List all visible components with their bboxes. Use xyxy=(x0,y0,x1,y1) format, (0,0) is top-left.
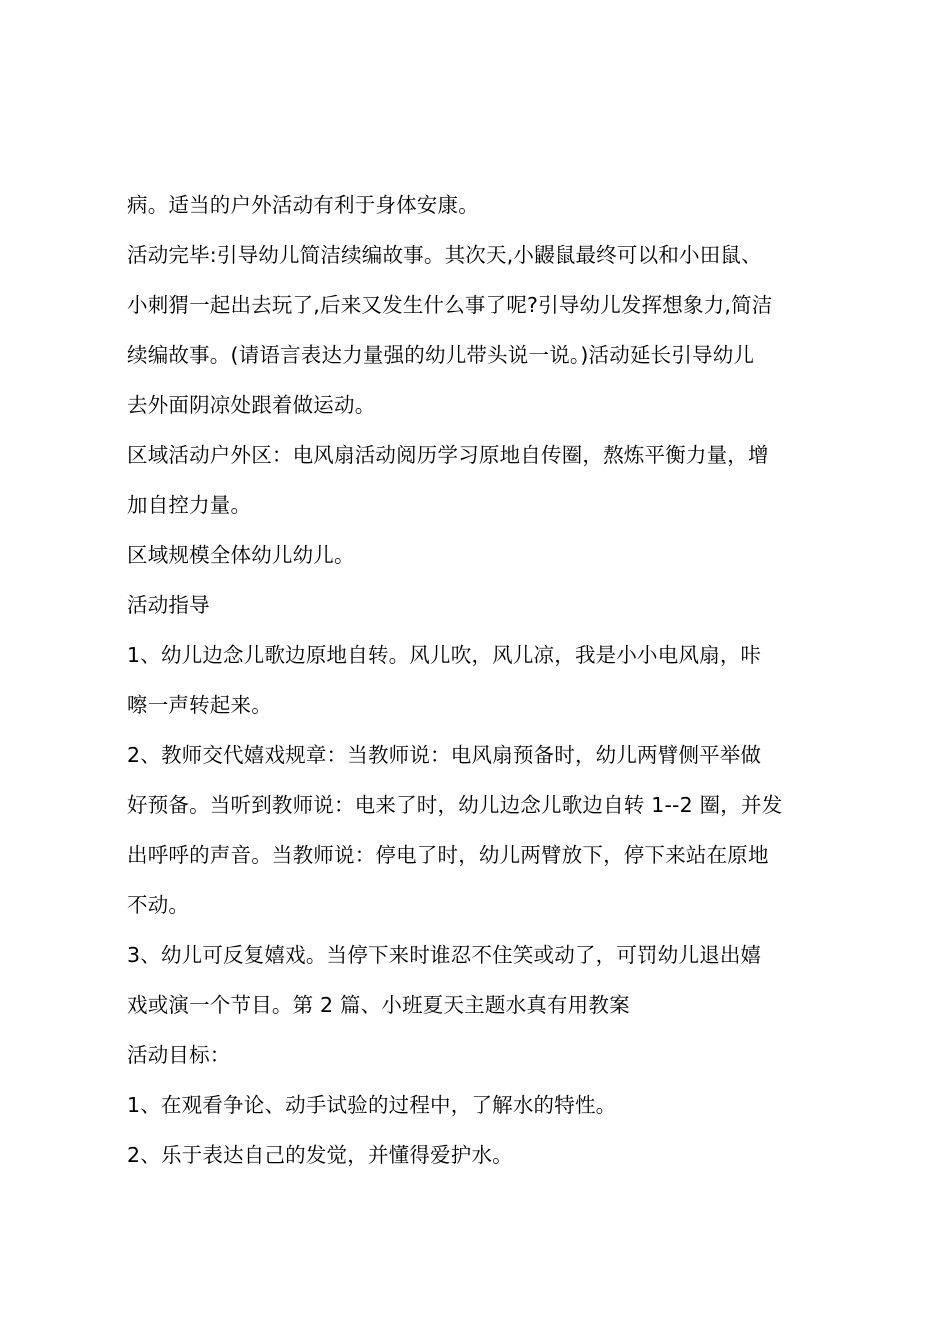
text-line: 区域活动户外区：电风扇活动阅历学习原地自传圈，熬炼平衡力量，增 xyxy=(127,443,769,467)
text-line: 小刺猬一起出去玩了,后来又发生什么事了呢?引导幼儿发挥想象力,简洁 xyxy=(127,293,773,317)
section-heading: 活动目标： xyxy=(127,1043,231,1067)
text-line: 病。适当的户外活动有利于身体安康。 xyxy=(127,193,479,217)
text-line: 1、幼儿边念儿歌边原地自转。风儿吹，风儿凉，我是小小电风扇，咔 xyxy=(127,643,762,667)
text-line: 区域规模全体幼儿幼儿。 xyxy=(127,543,355,567)
text-line: 加自控力量。 xyxy=(127,493,252,517)
text-line: 不动。 xyxy=(127,893,190,917)
document-body xyxy=(127,180,837,1180)
text-line: 3、幼儿可反复嬉戏。当停下来时谁忍不住笑或动了，可罚幼儿退出嬉 xyxy=(127,943,762,967)
text-line: 好预备。当听到教师说：电来了时，幼儿边念儿歌边自转 1--2 圈，并发 xyxy=(127,793,783,817)
text-line: 续编故事。(请语言表达力量强的幼儿带头说一说。)活动延长引导幼儿 xyxy=(127,343,755,367)
text-line: 去外面阴凉处跟着做运动。 xyxy=(127,393,376,417)
text-line: 戏或演一个节目。第 2 篇、小班夏天主题水真有用教案 xyxy=(127,993,630,1017)
text-line: 活动完毕:引导幼儿简洁续编故事。其次天,小鼹鼠最终可以和小田鼠、 xyxy=(127,243,762,267)
text-line: 2、教师交代嬉戏规章：当教师说：电风扇预备时，幼儿两臂侧平举做 xyxy=(127,743,762,767)
text-line: 1、在观看争论、动手试验的过程中，了解水的特性。 xyxy=(127,1093,617,1117)
text-line: 嚓一声转起来。 xyxy=(127,693,272,717)
text-line: 出呼呼的声音。当教师说：停电了时，幼儿两臂放下，停下来站在原地 xyxy=(127,843,769,867)
text-line: 2、乐于表达自己的发觉，并懂得爱护水。 xyxy=(127,1143,513,1167)
section-heading: 活动指导 xyxy=(127,593,210,617)
